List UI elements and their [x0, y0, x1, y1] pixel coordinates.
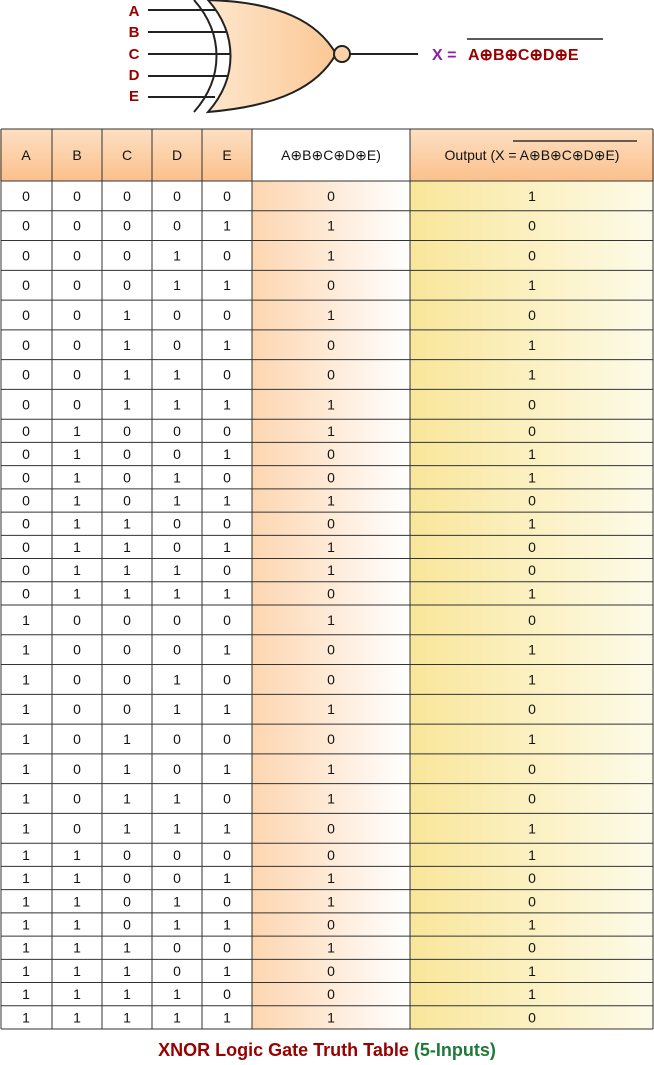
header-input-a: A — [21, 147, 31, 163]
cell-output: 0 — [528, 247, 536, 264]
input-label-e: E — [128, 88, 140, 105]
cell-input: 1 — [123, 562, 131, 579]
table-row — [22, 559, 654, 582]
table-row — [22, 890, 654, 913]
cell-input: 0 — [22, 336, 30, 353]
cell-input: 1 — [173, 247, 181, 264]
cell-input: 0 — [123, 247, 131, 264]
cell-input: 0 — [123, 916, 131, 933]
cell-input: 1 — [123, 336, 131, 353]
cell-input: 0 — [223, 611, 231, 628]
cell-input: 1 — [22, 730, 30, 747]
cell-input: 0 — [123, 469, 131, 486]
cell-input: 1 — [123, 396, 131, 413]
cell-xor: 0 — [327, 446, 335, 463]
cell-input: 1 — [173, 1009, 181, 1026]
cell-input: 0 — [73, 306, 81, 323]
table-row — [22, 241, 654, 271]
cell-input: 0 — [22, 469, 30, 486]
table-row — [22, 724, 654, 754]
input-label-b: B — [128, 24, 140, 41]
cell-input: 0 — [123, 187, 131, 204]
table-row — [22, 866, 654, 889]
cell-input: 0 — [173, 939, 181, 956]
cell-input: 0 — [123, 217, 131, 234]
table-row — [22, 754, 654, 784]
cell-output: 1 — [528, 730, 536, 747]
cell-input: 1 — [173, 893, 181, 910]
cell-input: 0 — [73, 790, 81, 807]
cell-input: 0 — [223, 986, 231, 1003]
caption-main: XNOR Logic Gate Truth Table — [158, 1040, 409, 1060]
cell-output: 1 — [528, 671, 536, 688]
cell-xor: 1 — [327, 538, 335, 555]
cell-input: 1 — [223, 962, 231, 979]
cell-xor: 1 — [327, 939, 335, 956]
cell-xor: 0 — [327, 641, 335, 658]
cell-xor: 0 — [327, 916, 335, 933]
input-label-c: C — [128, 46, 140, 63]
cell-input: 1 — [123, 366, 131, 383]
cell-input: 1 — [223, 446, 231, 463]
cell-input: 0 — [73, 760, 81, 777]
cell-input: 0 — [223, 562, 231, 579]
table-row — [22, 784, 654, 814]
cell-xor: 1 — [327, 1009, 335, 1026]
cell-input: 0 — [173, 846, 181, 863]
cell-xor: 1 — [327, 760, 335, 777]
cell-output: 0 — [528, 893, 536, 910]
header-input-e: E — [222, 147, 232, 163]
cell-input: 1 — [173, 986, 181, 1003]
cell-input: 0 — [173, 422, 181, 439]
cell-xor: 0 — [327, 671, 335, 688]
cell-input: 1 — [73, 585, 81, 602]
cell-xor: 0 — [327, 986, 335, 1003]
cell-input: 0 — [73, 247, 81, 264]
cell-xor: 1 — [327, 790, 335, 807]
cell-input: 1 — [73, 939, 81, 956]
table-row — [22, 442, 654, 465]
cell-input: 0 — [223, 939, 231, 956]
cell-xor: 1 — [327, 247, 335, 264]
cell-input: 0 — [22, 396, 30, 413]
table-row — [22, 211, 654, 241]
cell-input: 0 — [73, 820, 81, 837]
cell-input: 1 — [173, 585, 181, 602]
cell-output: 0 — [528, 870, 536, 887]
cell-input: 1 — [73, 1009, 81, 1026]
cell-input: 1 — [173, 790, 181, 807]
cell-input: 1 — [123, 962, 131, 979]
cell-input: 0 — [73, 671, 81, 688]
table-row — [22, 419, 654, 442]
cell-input: 0 — [22, 187, 30, 204]
cell-input: 1 — [73, 870, 81, 887]
cell-output: 1 — [528, 469, 536, 486]
table-row — [22, 936, 654, 959]
cell-xor: 1 — [327, 701, 335, 718]
cell-input: 0 — [22, 446, 30, 463]
header-input-d: D — [171, 147, 183, 163]
cell-output: 0 — [528, 492, 536, 509]
cell-input: 0 — [22, 422, 30, 439]
cell-input: 0 — [123, 701, 131, 718]
cell-input: 0 — [223, 730, 231, 747]
cell-xor: 1 — [327, 893, 335, 910]
equation-lhs: X = — [432, 47, 457, 64]
cell-input: 0 — [123, 671, 131, 688]
table-row — [22, 181, 654, 211]
cell-input: 1 — [173, 469, 181, 486]
cell-input: 1 — [123, 820, 131, 837]
cell-output: 0 — [528, 701, 536, 718]
cell-input: 0 — [223, 306, 231, 323]
cell-input: 0 — [173, 730, 181, 747]
cell-input: 1 — [123, 760, 131, 777]
cell-input: 1 — [22, 790, 30, 807]
cell-input: 0 — [22, 492, 30, 509]
cell-input: 1 — [223, 916, 231, 933]
cell-input: 1 — [22, 870, 30, 887]
cell-xor: 1 — [327, 396, 335, 413]
table-row — [22, 330, 654, 360]
cell-xor: 1 — [327, 492, 335, 509]
cell-xor: 1 — [327, 422, 335, 439]
cell-input: 1 — [123, 730, 131, 747]
cell-output: 1 — [528, 916, 536, 933]
cell-input: 1 — [123, 538, 131, 555]
cell-input: 1 — [73, 515, 81, 532]
cell-input: 0 — [22, 515, 30, 532]
cell-input: 0 — [73, 701, 81, 718]
cell-output: 1 — [528, 277, 536, 294]
table-row — [22, 360, 654, 390]
cell-input: 0 — [22, 538, 30, 555]
cell-input: 1 — [22, 701, 30, 718]
cell-input: 0 — [223, 515, 231, 532]
cell-input: 1 — [173, 562, 181, 579]
cell-input: 1 — [123, 790, 131, 807]
cell-input: 1 — [223, 1009, 231, 1026]
cell-input: 1 — [22, 641, 30, 658]
cell-input: 0 — [173, 187, 181, 204]
cell-input: 1 — [22, 893, 30, 910]
cell-output: 1 — [528, 187, 536, 204]
cell-input: 1 — [223, 870, 231, 887]
cell-output: 1 — [528, 962, 536, 979]
cell-output: 0 — [528, 217, 536, 234]
table-row — [22, 535, 654, 558]
caption-sub: (5-Inputs) — [413, 1040, 496, 1060]
cell-input: 1 — [223, 641, 231, 658]
cell-input: 1 — [22, 916, 30, 933]
cell-input: 1 — [173, 916, 181, 933]
cell-input: 1 — [123, 585, 131, 602]
cell-xor: 0 — [327, 366, 335, 383]
cell-input: 1 — [173, 277, 181, 294]
cell-input: 0 — [22, 277, 30, 294]
cell-xor: 0 — [327, 820, 335, 837]
cell-input: 0 — [173, 641, 181, 658]
cell-output: 0 — [528, 562, 536, 579]
cell-input: 1 — [123, 306, 131, 323]
cell-input: 1 — [123, 1009, 131, 1026]
cell-output: 0 — [528, 538, 536, 555]
cell-input: 0 — [173, 538, 181, 555]
cell-input: 1 — [223, 820, 231, 837]
cell-xor: 0 — [327, 187, 335, 204]
cell-xor: 0 — [327, 336, 335, 353]
cell-xor: 1 — [327, 306, 335, 323]
equation-rhs: A⊕B⊕C⊕D⊕E — [468, 47, 579, 64]
cell-xor: 0 — [327, 469, 335, 486]
table-row — [22, 466, 654, 489]
cell-output: 0 — [528, 422, 536, 439]
figure-caption — [0, 1040, 654, 1061]
cell-input: 0 — [73, 641, 81, 658]
cell-input: 0 — [173, 446, 181, 463]
cell-xor: 0 — [327, 515, 335, 532]
cell-input: 0 — [123, 277, 131, 294]
cell-input: 0 — [173, 962, 181, 979]
cell-input: 1 — [223, 585, 231, 602]
table-row — [22, 300, 654, 330]
cell-input: 0 — [22, 306, 30, 323]
cell-output: 0 — [528, 939, 536, 956]
cell-input: 1 — [223, 396, 231, 413]
cell-output: 1 — [528, 446, 536, 463]
table-row — [22, 389, 654, 419]
cell-input: 0 — [22, 366, 30, 383]
cell-input: 0 — [223, 469, 231, 486]
table-row — [22, 843, 654, 866]
cell-output: 0 — [528, 396, 536, 413]
cell-input: 1 — [173, 366, 181, 383]
table-row — [22, 635, 654, 665]
table-row — [22, 1006, 654, 1029]
cell-output: 1 — [528, 820, 536, 837]
cell-input: 0 — [223, 187, 231, 204]
cell-input: 0 — [123, 422, 131, 439]
cell-output: 1 — [528, 366, 536, 383]
cell-input: 0 — [223, 893, 231, 910]
cell-input: 1 — [22, 939, 30, 956]
cell-output: 0 — [528, 611, 536, 628]
cell-input: 0 — [73, 277, 81, 294]
cell-xor: 0 — [327, 585, 335, 602]
cell-xor: 0 — [327, 730, 335, 747]
cell-xor: 1 — [327, 870, 335, 887]
table-row — [22, 489, 654, 512]
cell-input: 1 — [22, 671, 30, 688]
cell-input: 0 — [173, 760, 181, 777]
cell-input: 0 — [173, 611, 181, 628]
cell-output: 0 — [528, 1009, 536, 1026]
cell-input: 1 — [223, 760, 231, 777]
cell-input: 0 — [73, 187, 81, 204]
cell-output: 0 — [528, 760, 536, 777]
table-row — [22, 983, 654, 1006]
cell-input: 0 — [173, 217, 181, 234]
cell-output: 0 — [528, 790, 536, 807]
cell-input: 1 — [73, 562, 81, 579]
cell-xor: 0 — [327, 277, 335, 294]
cell-input: 1 — [223, 492, 231, 509]
cell-input: 1 — [73, 446, 81, 463]
table-header — [0, 129, 654, 181]
cell-input: 1 — [73, 893, 81, 910]
cell-input: 1 — [22, 611, 30, 628]
cell-input: 0 — [223, 671, 231, 688]
cell-input: 0 — [123, 846, 131, 863]
cell-input: 0 — [73, 336, 81, 353]
cell-input: 1 — [22, 760, 30, 777]
cell-input: 1 — [22, 986, 30, 1003]
cell-input: 1 — [223, 217, 231, 234]
cell-input: 0 — [22, 247, 30, 264]
cell-input: 1 — [73, 422, 81, 439]
header-xor-expression: A⊕B⊕C⊕D⊕E) — [281, 147, 381, 163]
cell-input: 0 — [173, 306, 181, 323]
cell-input: 0 — [123, 446, 131, 463]
cell-input: 0 — [223, 422, 231, 439]
cell-xor: 1 — [327, 217, 335, 234]
cell-input: 1 — [73, 986, 81, 1003]
cell-input: 1 — [173, 820, 181, 837]
cell-input: 1 — [22, 820, 30, 837]
cell-input: 1 — [73, 916, 81, 933]
cell-input: 0 — [73, 730, 81, 747]
cell-input: 1 — [173, 492, 181, 509]
cell-input: 0 — [22, 562, 30, 579]
table-row — [22, 913, 654, 936]
cell-input: 1 — [73, 492, 81, 509]
cell-output: 1 — [528, 585, 536, 602]
cell-input: 0 — [173, 870, 181, 887]
input-label-d: D — [128, 67, 140, 84]
cell-input: 1 — [223, 336, 231, 353]
header-input-c: C — [121, 147, 133, 163]
cell-input: 0 — [223, 366, 231, 383]
cell-input: 0 — [173, 336, 181, 353]
cell-input: 1 — [73, 469, 81, 486]
table-row — [22, 694, 654, 724]
cell-output: 0 — [528, 306, 536, 323]
cell-input: 0 — [123, 870, 131, 887]
cell-input: 0 — [173, 515, 181, 532]
cell-xor: 0 — [327, 846, 335, 863]
cell-input: 1 — [173, 701, 181, 718]
table-row — [22, 813, 654, 843]
cell-input: 0 — [73, 217, 81, 234]
cell-input: 0 — [123, 611, 131, 628]
table-row — [22, 959, 654, 982]
table-row — [22, 270, 654, 300]
cell-xor: 1 — [327, 611, 335, 628]
cell-input: 0 — [223, 846, 231, 863]
table-row — [22, 512, 654, 535]
cell-output: 1 — [528, 336, 536, 353]
cell-input: 1 — [173, 396, 181, 413]
cell-input: 0 — [73, 396, 81, 413]
cell-input: 1 — [22, 846, 30, 863]
cell-input: 1 — [223, 538, 231, 555]
cell-input: 1 — [73, 538, 81, 555]
cell-input: 0 — [22, 217, 30, 234]
cell-input: 1 — [223, 701, 231, 718]
cell-input: 1 — [223, 277, 231, 294]
cell-input: 1 — [123, 939, 131, 956]
cell-input: 0 — [223, 790, 231, 807]
cell-input: 0 — [73, 366, 81, 383]
input-label-a: A — [128, 3, 140, 20]
cell-xor: 0 — [327, 962, 335, 979]
cell-input: 0 — [73, 611, 81, 628]
cell-output: 1 — [528, 641, 536, 658]
cell-output: 1 — [528, 986, 536, 1003]
cell-input: 0 — [123, 492, 131, 509]
cell-input: 1 — [22, 962, 30, 979]
cell-output: 1 — [528, 515, 536, 532]
cell-output: 1 — [528, 846, 536, 863]
cell-input: 1 — [22, 1009, 30, 1026]
table-row — [22, 582, 654, 605]
cell-input: 1 — [123, 515, 131, 532]
table-row — [22, 605, 654, 635]
table-row — [22, 665, 654, 695]
header-input-b: B — [72, 147, 82, 163]
header-output: Output (X = A⊕B⊕C⊕D⊕E) — [444, 147, 620, 163]
cell-input: 1 — [73, 962, 81, 979]
cell-input: 1 — [123, 986, 131, 1003]
cell-input: 1 — [173, 671, 181, 688]
cell-xor: 1 — [327, 562, 335, 579]
cell-input: 0 — [223, 247, 231, 264]
cell-input: 0 — [22, 585, 30, 602]
cell-input: 0 — [123, 641, 131, 658]
cell-input: 1 — [73, 846, 81, 863]
cell-input: 0 — [123, 893, 131, 910]
